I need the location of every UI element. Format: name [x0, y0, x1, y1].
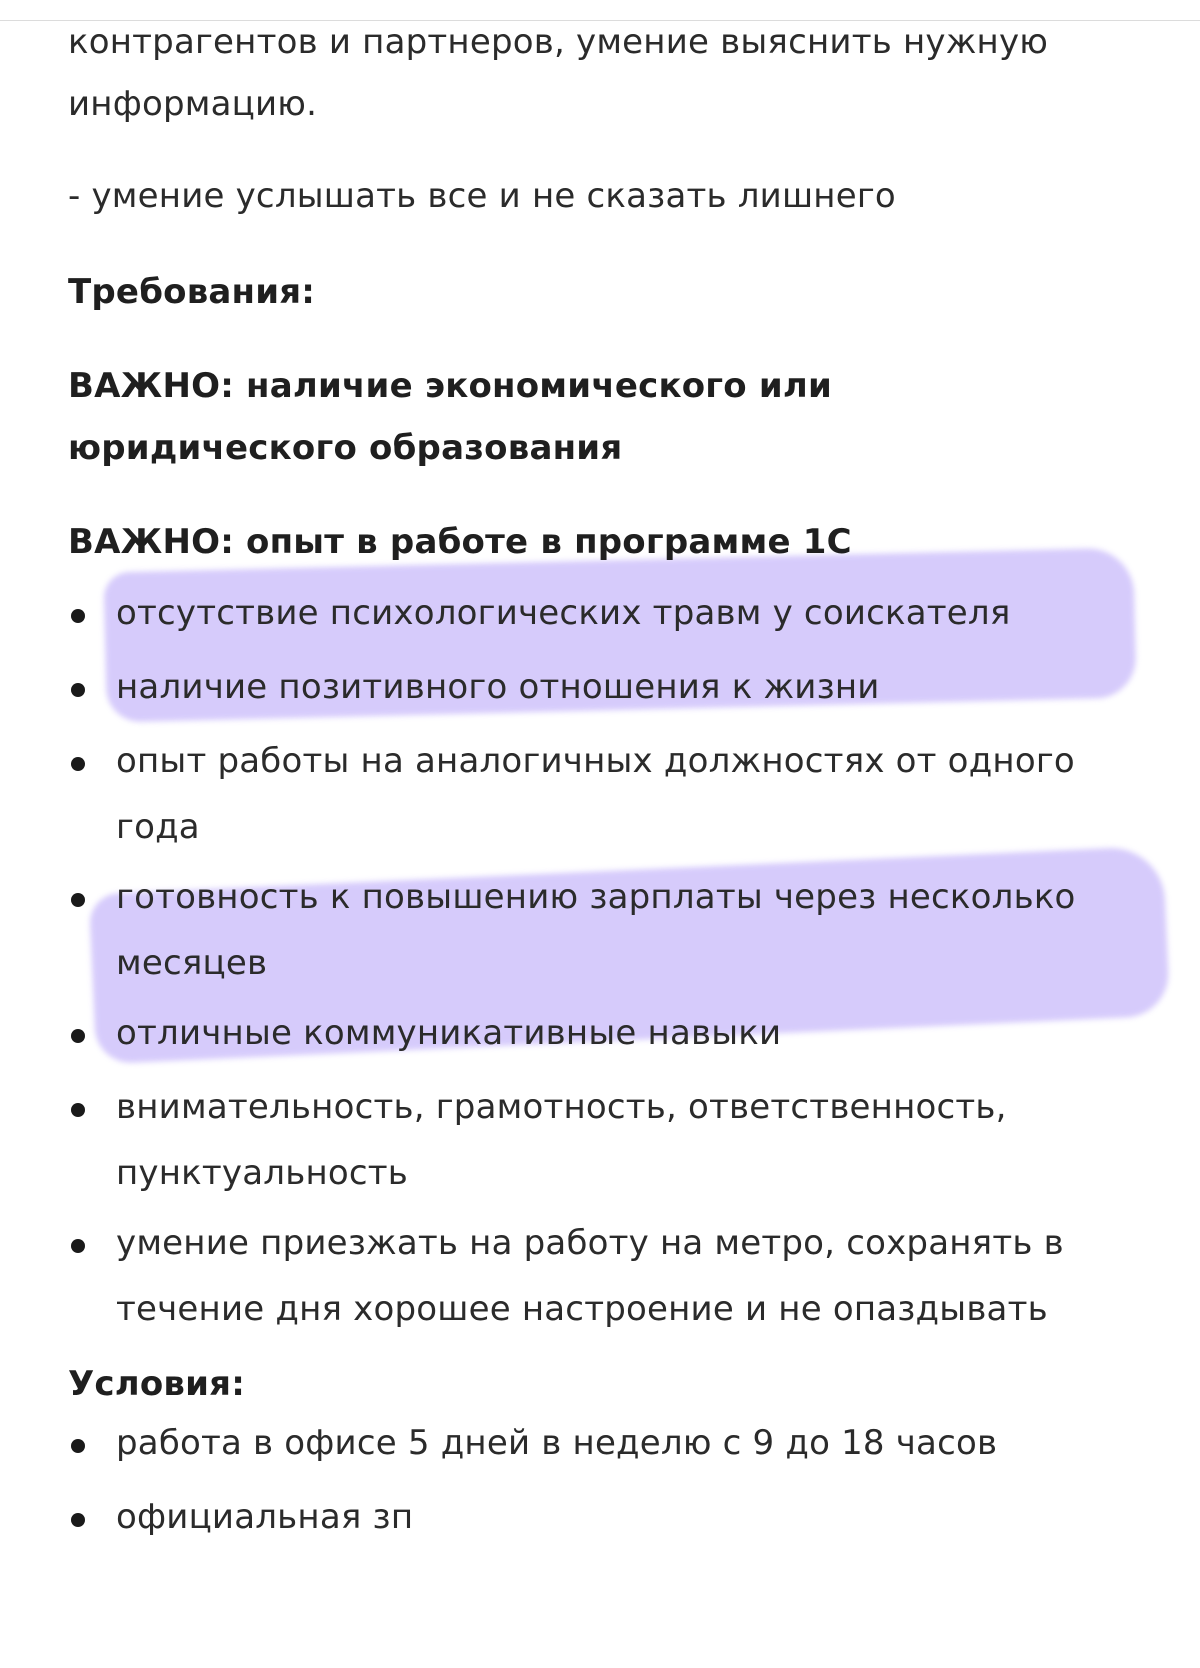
requirement-text: внимательность, грамотность, ответственность, пунктуальность [116, 1087, 1007, 1193]
bullet-icon [71, 1439, 85, 1453]
requirement-text: умение приезжать на работу на метро, сохранять в течение дня хорошее настроение и не опаздывать [116, 1223, 1064, 1329]
requirements-heading: Требования: [68, 272, 316, 312]
bullet-icon [71, 893, 85, 907]
requirement-text: готовность к повышению зарплаты через несколько месяцев [116, 877, 1076, 983]
conditions-heading: Условия: [68, 1364, 245, 1404]
intro-line-1: контрагентов и партнеров, умение выяснить нужную [68, 22, 1049, 62]
condition-text: официальная зп [116, 1497, 414, 1537]
requirement-text: отсутствие психологических травм у соискателя [116, 593, 1011, 633]
important-education-line-1: ВАЖНО: наличие экономического или [68, 366, 833, 406]
requirement-text: опыт работы на аналогичных должностях от одного года [116, 741, 1075, 847]
bullet-icon [71, 683, 85, 697]
listen-line: - умение услышать все и не сказать лишнего [68, 176, 896, 216]
bullet-icon [71, 1029, 85, 1043]
bullet-icon [71, 1239, 85, 1253]
important-education-line-2: юридического образования [68, 428, 623, 468]
bullet-icon [71, 609, 85, 623]
requirement-text: отличные коммуникативные навыки [116, 1013, 782, 1053]
important-1c: ВАЖНО: опыт в работе в программе 1С [68, 522, 852, 562]
bullet-icon [71, 1103, 85, 1117]
intro-line-2: информацию. [68, 84, 318, 124]
bullet-icon [71, 757, 85, 771]
bullet-icon [71, 1513, 85, 1527]
condition-text: работа в офисе 5 дней в неделю с 9 до 18 часов [116, 1423, 998, 1463]
top-divider [0, 0, 1200, 21]
requirement-text: наличие позитивного отношения к жизни [116, 667, 880, 707]
